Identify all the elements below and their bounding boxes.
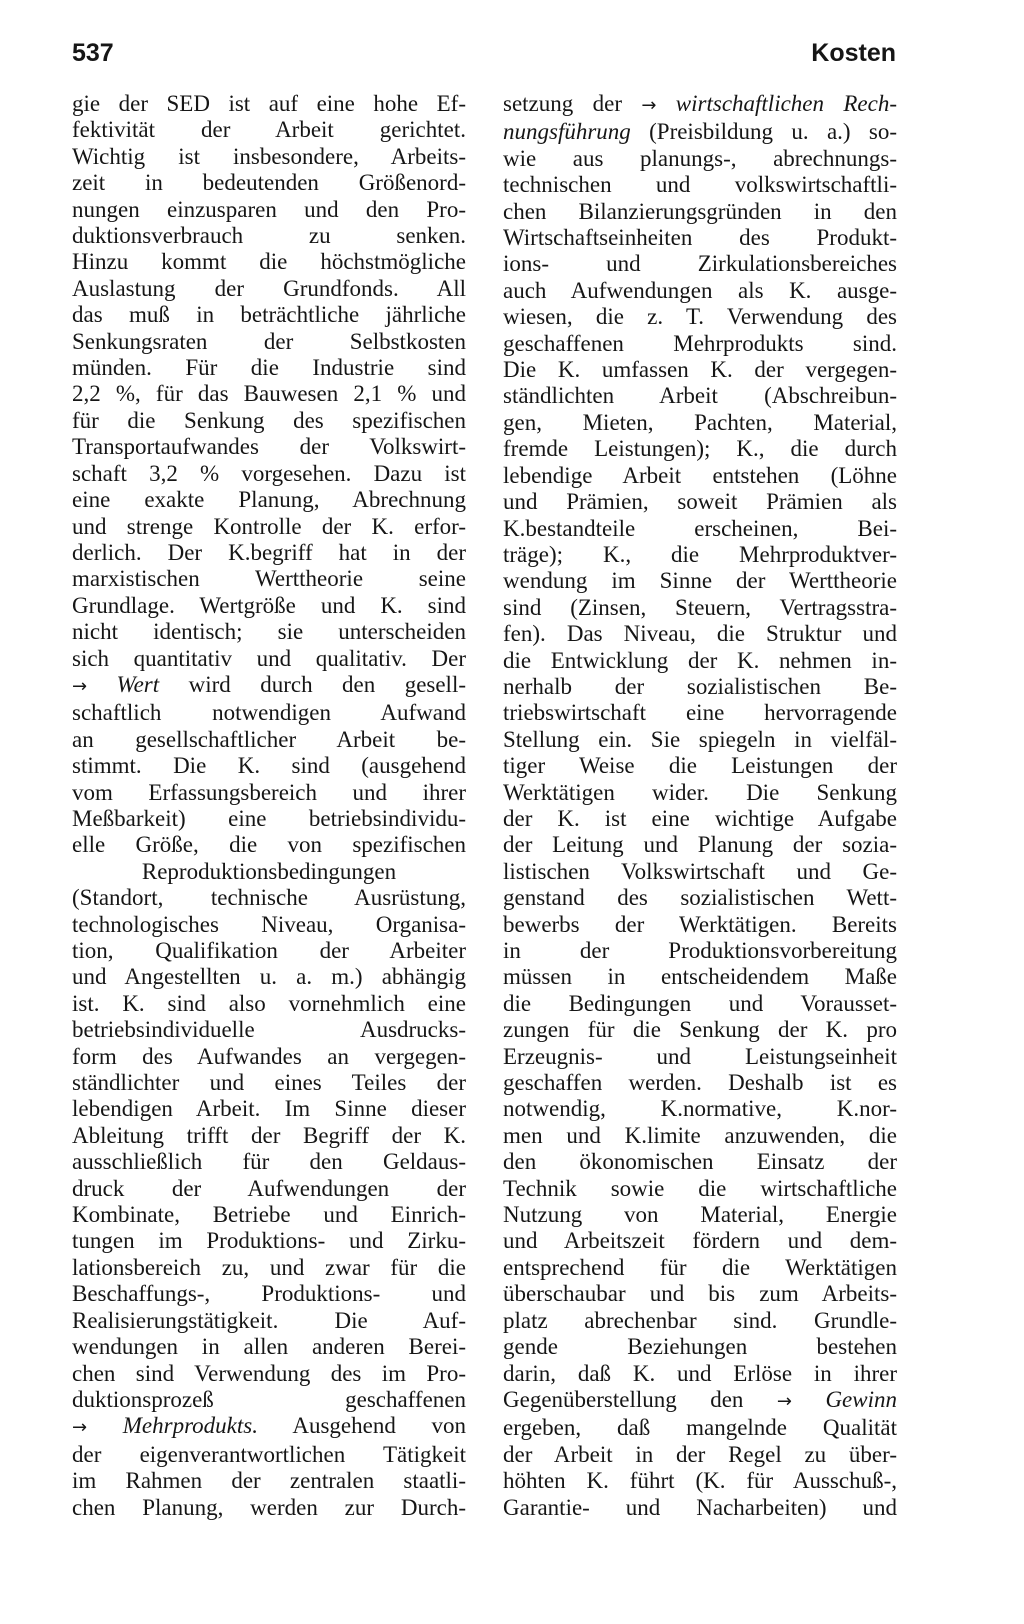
line-text: wird durch den gesell- [159, 671, 466, 697]
text-line [503, 278, 897, 304]
text-line [72, 1281, 466, 1307]
text-line [503, 1308, 897, 1334]
text-line [72, 1044, 466, 1070]
line-text: technologisches Niveau, Organisa- [72, 911, 466, 937]
text-line [72, 753, 466, 779]
text-line [72, 1096, 466, 1122]
line-text: Ausgehend von [257, 1413, 466, 1439]
text-line [503, 1415, 897, 1441]
text-line [72, 302, 466, 328]
line-text: chen sind Verwendung des im Pro- [72, 1360, 466, 1386]
line-text: Meßbarkeit) eine betriebsindividu- [72, 805, 466, 831]
text-line [503, 727, 897, 753]
text-line [503, 912, 897, 938]
line-text: Kombinate, Betriebe und Einrich- [72, 1202, 466, 1228]
line-text: platz abrechenbar sind. Grundle- [503, 1307, 897, 1333]
arrow-right-icon: → [776, 1390, 792, 1412]
line-text: (Standort, technische Ausrüstung, [72, 885, 466, 911]
text-line [503, 595, 897, 621]
text-line [503, 700, 897, 726]
line-text: träge); K., die Mehrproduktver- [503, 541, 897, 567]
line-text: Beschaffungs-, Produktions- und [72, 1281, 466, 1307]
line-text: der eigenverantwortlichen Tätigkeit [72, 1441, 466, 1467]
text-line [503, 621, 897, 647]
text-line [503, 172, 897, 198]
line-text: in der Produktionsvorbereitung [503, 938, 897, 963]
text-line [72, 355, 466, 381]
text-line [72, 912, 466, 938]
line-text: entsprechend für die Werktätigen [503, 1254, 897, 1280]
text-line [72, 832, 466, 858]
text-line [503, 1044, 897, 1070]
text-line [72, 117, 466, 143]
line-text: fektivität der Arbeit gerichtet. [72, 117, 466, 143]
text-line [72, 727, 466, 753]
text-line [503, 1468, 897, 1494]
text-line [72, 646, 466, 672]
line-text: fen). Das Niveau, die Struktur und [503, 621, 897, 647]
text-line [503, 331, 897, 357]
text-line [72, 1255, 466, 1281]
text-line [72, 1442, 466, 1468]
line-text: Wirtschaftseinheiten des Produkt- [503, 225, 897, 251]
line-text: müssen in entscheidendem Maße [503, 964, 897, 990]
line-text: sind (Zinsen, Steuern, Vertragsstra- [503, 594, 897, 620]
page-number: 537 [72, 39, 114, 67]
text-line [72, 1413, 466, 1441]
text-line [503, 568, 897, 594]
line-text: das muß in beträchtliche jährliche [72, 302, 466, 328]
line-text: wendung im Sinne der Werttheorie [503, 568, 897, 594]
text-line [503, 1176, 897, 1202]
text-line [503, 648, 897, 674]
text-line [503, 1387, 897, 1415]
text-line [72, 806, 466, 832]
text-column-left [72, 91, 466, 1521]
text-line [72, 964, 466, 990]
line-text: notwendig, K.normative, K.nor- [503, 1096, 897, 1122]
cross-reference-link[interactable] [777, 1387, 897, 1412]
line-text: lebendigen Arbeit. Im Sinne dieser [72, 1096, 466, 1122]
text-line [72, 700, 466, 726]
text-line [503, 225, 897, 251]
line-text: marxistischen Werttheorie seine [72, 566, 466, 592]
line-text: zeit in bedeutenden Größenord- [72, 170, 466, 196]
line-text: Technik sowie die wirtschaftliche [503, 1175, 897, 1201]
line-text: Auslastung der Grundfonds. All [72, 275, 466, 301]
cross-reference-term: Mehrprodukts. [122, 1413, 258, 1439]
line-text: schaftlich notwendigen Aufwand [72, 700, 466, 726]
line-text: ständlichten Arbeit (Abschreibun- [503, 383, 897, 409]
text-line [503, 964, 897, 990]
text-line [72, 1149, 466, 1175]
line-text: der K. ist eine wichtige Aufgabe [503, 805, 897, 831]
line-text: ions- und Zirkulationsbereiches [503, 251, 897, 277]
line-text: auch Aufwendungen als K. ausge- [503, 277, 897, 303]
line-text: elle Größe, die von spezifischen [72, 832, 466, 858]
text-line [72, 938, 466, 964]
text-line [503, 991, 897, 1017]
text-line [503, 938, 897, 964]
line-text: an gesellschaftlicher Arbeit be- [72, 726, 466, 752]
text-line [72, 329, 466, 355]
text-line [503, 1123, 897, 1149]
text-line [72, 593, 466, 619]
line-text: genstand des sozialistischen Wett- [503, 885, 897, 911]
line-text: Grundlage. Wertgröße und K. sind [72, 592, 466, 618]
line-text: betriebsindividuelle Ausdrucks- [72, 1017, 466, 1043]
line-text: tion, Qualifikation der Arbeiter [72, 938, 466, 963]
text-line [503, 1495, 897, 1521]
line-text: schaft 3,2 % vorgesehen. Dazu ist [72, 460, 466, 486]
line-text: listischen Volkswirtschaft und Ge- [503, 858, 897, 884]
line-text: (Preisbildung u. a.) so- [630, 119, 897, 145]
line-text: darin, daß K. und Erlöse in ihrer [503, 1360, 897, 1386]
text-line [503, 463, 897, 489]
text-line [72, 170, 466, 196]
text-line [72, 540, 466, 566]
line-text: sich quantitativ und qualitativ. Der [72, 645, 466, 671]
text-line [503, 674, 897, 700]
line-text: gende Beziehungen bestehen [503, 1334, 897, 1360]
line-text: wendungen in allen anderen Berei- [72, 1334, 466, 1360]
text-line [72, 197, 466, 223]
line-text: lebendige Arbeit entstehen (Löhne [503, 462, 897, 488]
text-line [72, 619, 466, 645]
line-text: wiesen, die z. T. Verwendung des [503, 304, 897, 330]
text-line [72, 885, 466, 911]
text-line [72, 1334, 466, 1360]
text-line [72, 276, 466, 302]
text-line [503, 304, 897, 330]
text-line [503, 753, 897, 779]
line-text: gie der SED ist auf eine hohe Ef- [72, 91, 466, 116]
text-line [72, 461, 466, 487]
line-text: höhten K. führt (K. für Ausschuß-, [503, 1468, 897, 1494]
line-text: und Angestellten u. a. m.) abhängig [72, 964, 466, 990]
line-text: und Arbeitszeit fördern und dem- [503, 1228, 897, 1254]
line-text: Erzeugnis- und Leistungseinheit [503, 1043, 897, 1069]
text-line [503, 1361, 897, 1387]
text-line [72, 249, 466, 275]
running-head-keyword: Kosten [811, 39, 896, 67]
line-text: und strenge Kontrolle der K. erfor- [72, 513, 466, 539]
line-text: K.bestandteile erscheinen, Bei- [503, 515, 897, 541]
text-line [503, 1017, 897, 1043]
line-text: nerhalb der sozialistischen Be- [503, 673, 897, 699]
text-line [503, 780, 897, 806]
line-text: Senkungsraten der Selbstkosten [72, 328, 466, 354]
text-line [503, 1442, 897, 1468]
line-text: Die K. umfassen K. der vergegen- [503, 357, 897, 383]
arrow-right-icon: → [72, 675, 88, 697]
line-text: geschaffen werden. Deshalb ist es [503, 1070, 897, 1096]
text-line [72, 434, 466, 460]
line-text: fremde Leistungen); K., die durch [503, 436, 897, 462]
line-text: Stellung ein. Sie spiegeln in vielfäl- [503, 726, 897, 752]
text-line [503, 542, 897, 568]
text-line [72, 514, 466, 540]
text-line [503, 383, 897, 409]
text-line [72, 1387, 466, 1413]
line-text: bewerbs der Werktätigen. Bereits [503, 911, 897, 937]
text-line [72, 144, 466, 170]
text-line [503, 1070, 897, 1096]
line-text: Nutzung von Material, Energie [503, 1202, 897, 1228]
text-line [72, 1202, 466, 1228]
text-line [503, 357, 897, 383]
text-line [503, 1202, 897, 1228]
text-line [72, 487, 466, 513]
line-text: stimmt. Die K. sind (ausgehend [72, 753, 466, 779]
line-text: ständlichter und eines Teiles der [72, 1070, 466, 1096]
text-line [72, 1070, 466, 1096]
text-line [72, 859, 466, 885]
line-text: nungen einzusparen und den Pro- [72, 196, 466, 222]
text-line [503, 1334, 897, 1360]
line-text: der Arbeit in der Regel zu über- [503, 1441, 897, 1467]
text-line [72, 1308, 466, 1334]
cross-reference-term: wirtschaftlichen Rech- [675, 91, 897, 116]
text-line [72, 381, 466, 407]
text-line [72, 1228, 466, 1254]
line-text: technischen und volkswirtschaftli- [503, 172, 897, 198]
line-text: 2,2 %, für das Bauwesen 2,1 % und [72, 381, 466, 407]
line-text: Gegenüberstellung den [503, 1386, 777, 1412]
text-line [503, 885, 897, 911]
line-text: nicht identisch; sie unterscheiden [72, 619, 466, 645]
line-text: Werktätigen wider. Die Senkung [503, 779, 897, 805]
line-text: gen, Mieten, Pachten, Material, [503, 409, 897, 435]
line-text: Ableitung trifft der Begriff der K. [72, 1122, 466, 1148]
text-line [503, 251, 897, 277]
line-text: Realisierungstätigkeit. Die Auf- [72, 1307, 466, 1333]
cross-reference-link[interactable] [72, 1413, 258, 1438]
line-text: form des Aufwandes an vergegen- [72, 1043, 466, 1069]
text-line [503, 1149, 897, 1175]
text-column-right [503, 91, 897, 1521]
line-text: duktionsverbrauch zu senken. [72, 223, 466, 249]
text-line [72, 91, 466, 117]
line-text: zungen für die Senkung der K. pro [503, 1017, 897, 1043]
text-line [72, 1495, 466, 1521]
text-line [72, 1468, 466, 1494]
line-text: im Rahmen der zentralen staatli- [72, 1468, 466, 1494]
text-line [72, 223, 466, 249]
line-text: ergeben, daß mangelnde Qualität [503, 1415, 897, 1441]
text-line [503, 199, 897, 225]
line-text: lationsbereich zu, und zwar für die [72, 1254, 466, 1280]
cross-reference-term: Gewinn [825, 1386, 897, 1412]
line-text: münden. Für die Industrie sind [72, 355, 466, 381]
line-text: derlich. Der K.begriff hat in der [72, 539, 466, 565]
text-line [503, 806, 897, 832]
text-line [503, 146, 897, 172]
text-line [72, 780, 466, 806]
cross-reference-link[interactable] [641, 91, 897, 116]
arrow-right-icon: → [72, 1417, 88, 1439]
italic-term: nungsführung [503, 119, 631, 145]
text-line [503, 489, 897, 515]
line-text: ausschließlich für den Geldaus- [72, 1149, 466, 1175]
line-text: geschaffenen Mehrprodukts sind. [503, 330, 897, 356]
line-text: setzung der [503, 91, 642, 116]
text-line [72, 566, 466, 592]
cross-reference-link[interactable] [72, 672, 159, 697]
line-text: tiger Weise die Leistungen der [503, 753, 897, 779]
line-text: druck der Aufwendungen der [72, 1175, 466, 1201]
cross-reference-term: Wert [116, 671, 160, 697]
line-text: chen Planung, werden zur Durch- [72, 1494, 466, 1520]
line-text: überschaubar und bis zum Arbeits- [503, 1281, 897, 1307]
text-line [503, 516, 897, 542]
text-line [72, 1361, 466, 1387]
text-line [503, 1281, 897, 1307]
text-line [503, 1255, 897, 1281]
line-text: Reproduktionsbedingungen [141, 858, 397, 884]
text-line [503, 436, 897, 462]
line-text: tungen im Produktions- und Zirku- [72, 1228, 466, 1254]
text-line [503, 832, 897, 858]
text-line [72, 408, 466, 434]
line-text: die Bedingungen und Vorausset- [503, 990, 897, 1016]
line-text: der Leitung und Planung der sozia- [503, 832, 897, 858]
arrow-right-icon: → [641, 95, 657, 116]
text-line [503, 410, 897, 436]
line-text: für die Senkung des spezifischen [72, 407, 466, 433]
line-text: Wichtig ist insbesondere, Arbeits- [72, 143, 466, 169]
line-text: ist. K. sind also vornehmlich eine [72, 990, 466, 1016]
line-text: men und K.limite anzuwenden, die [503, 1122, 897, 1148]
line-text: eine exakte Planung, Abrechnung [72, 487, 466, 513]
text-line [72, 672, 466, 700]
text-line [503, 119, 897, 145]
text-line [72, 1017, 466, 1043]
text-line [503, 1096, 897, 1122]
line-text: den ökonomischen Einsatz der [503, 1149, 897, 1175]
text-line [72, 1176, 466, 1202]
text-line [503, 91, 897, 119]
text-line [72, 991, 466, 1017]
line-text: Transportaufwandes der Volkswirt- [72, 434, 466, 460]
line-text: Hinzu kommt die höchstmögliche [72, 249, 466, 275]
line-text: duktionsprozeß geschaffenen [72, 1386, 466, 1412]
line-text: chen Bilanzierungsgründen in den [503, 198, 897, 224]
line-text: wie aus planungs-, abrechnungs- [503, 145, 897, 171]
line-text: und Prämien, soweit Prämien als [503, 489, 897, 515]
line-text: vom Erfassungsbereich und ihrer [72, 779, 466, 805]
line-text: die Entwicklung der K. nehmen in- [503, 647, 897, 673]
text-line [503, 1228, 897, 1254]
line-text: triebswirtschaft eine hervorragende [503, 700, 897, 726]
text-line [503, 859, 897, 885]
text-line [72, 1123, 466, 1149]
line-text: Garantie- und Nacharbeiten) und [503, 1494, 897, 1520]
